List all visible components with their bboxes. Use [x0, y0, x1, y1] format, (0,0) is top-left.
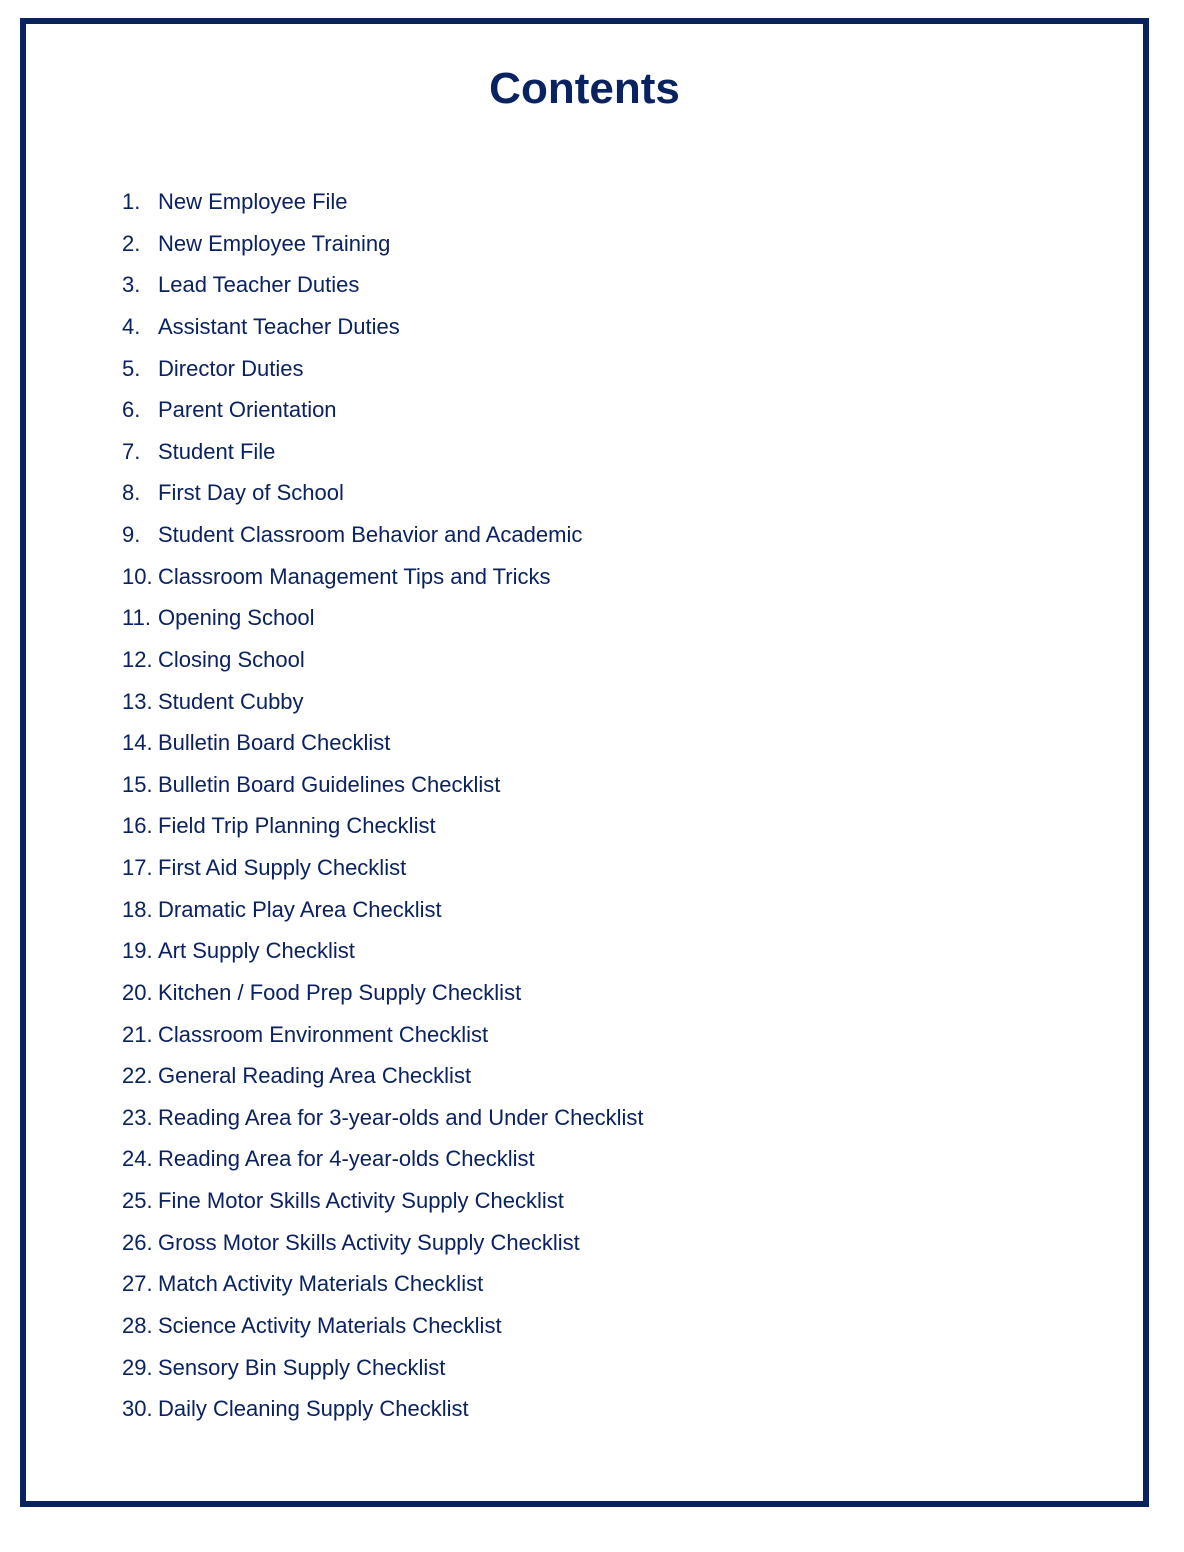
toc-item-number: 10.	[122, 563, 153, 589]
toc-item-title: Science Activity Materials Checklist	[158, 1312, 502, 1338]
toc-item-title: Parent Orientation	[158, 397, 337, 423]
toc-item-title: Fine Motor Skills Activity Supply Checklist	[158, 1188, 564, 1213]
toc-item-title: Lead Teacher Duties	[158, 272, 360, 298]
toc-item	[122, 1263, 643, 1305]
toc-item-number: 11.	[122, 605, 151, 631]
toc-item-title: First Aid Supply Checklist	[158, 855, 407, 880]
toc-item-number: 5.	[122, 355, 141, 381]
toc-item	[122, 431, 643, 473]
toc-item-title: Gross Motor Skills Activity Supply Checklist	[158, 1229, 580, 1255]
toc-item	[122, 1097, 643, 1139]
toc-item	[122, 1347, 643, 1389]
toc-item	[122, 264, 643, 306]
toc-item	[122, 348, 643, 390]
toc-item-title: Daily Cleaning Supply Checklist	[158, 1396, 469, 1422]
toc-item-number: 6.	[122, 397, 141, 423]
toc-item-number: 26.	[122, 1229, 153, 1255]
toc-item-number: 29.	[122, 1354, 153, 1380]
contents-list	[122, 181, 643, 1430]
toc-item	[122, 306, 643, 348]
toc-item-number: 14.	[122, 730, 153, 756]
toc-item-title: Reading Area for 4-year-olds Checklist	[158, 1146, 535, 1172]
toc-item	[122, 556, 643, 598]
toc-item-title: Classroom Management Tips and Tricks	[158, 563, 551, 589]
toc-item-title: Field Trip Planning Checklist	[158, 813, 436, 839]
toc-item-number: 28.	[122, 1312, 153, 1338]
toc-item-title: General Reading Area Checklist	[158, 1063, 472, 1089]
toc-item	[122, 389, 643, 431]
toc-item-title: New Employee File	[158, 189, 348, 214]
toc-item	[122, 722, 643, 764]
toc-item	[122, 181, 643, 223]
toc-item	[122, 764, 643, 806]
toc-item-number: 24.	[122, 1146, 153, 1172]
toc-item-title: Assistant Teacher Duties	[158, 313, 400, 339]
toc-item	[122, 1305, 643, 1347]
toc-item-number: 19.	[122, 938, 153, 964]
toc-item-title: Art Supply Checklist	[158, 938, 355, 964]
toc-item	[122, 847, 643, 889]
toc-item-number: 3.	[122, 272, 141, 298]
toc-item-title: Reading Area for 3-year-olds and Under Checklist	[158, 1104, 644, 1130]
page-border	[20, 18, 1149, 1507]
toc-item-number: 13.	[122, 688, 153, 714]
toc-item-title: Dramatic Play Area Checklist	[158, 896, 442, 922]
toc-item-number: 16.	[122, 813, 153, 839]
toc-item	[122, 223, 643, 265]
toc-item-number: 9.	[122, 522, 141, 547]
toc-item	[122, 639, 643, 681]
toc-item-title: Director Duties	[158, 355, 304, 381]
toc-item	[122, 1055, 643, 1097]
toc-item-title: Student File	[158, 438, 276, 464]
toc-item	[122, 472, 643, 514]
toc-item-number: 17.	[122, 855, 153, 880]
toc-item-number: 25.	[122, 1188, 153, 1213]
toc-item-number: 12.	[122, 646, 153, 672]
toc-item	[122, 1180, 643, 1222]
toc-item-number: 2.	[122, 230, 141, 256]
toc-item-title: Sensory Bin Supply Checklist	[158, 1354, 446, 1380]
toc-item-number: 4.	[122, 313, 141, 339]
toc-item	[122, 1014, 643, 1056]
toc-item-number: 18.	[122, 896, 153, 922]
toc-item-number: 27.	[122, 1271, 153, 1297]
toc-item-number: 21.	[122, 1021, 153, 1047]
toc-item	[122, 930, 643, 972]
toc-item	[122, 1222, 643, 1264]
toc-item-title: Classroom Environment Checklist	[158, 1021, 489, 1047]
toc-item-title: Opening School	[158, 605, 315, 631]
toc-item	[122, 805, 643, 847]
toc-item-title: First Day of School	[158, 480, 344, 506]
toc-item-number: 8.	[122, 480, 141, 506]
toc-item	[122, 1388, 643, 1430]
toc-item-title: Match Activity Materials Checklist	[158, 1271, 484, 1297]
toc-item	[122, 514, 643, 556]
toc-item	[122, 597, 643, 639]
toc-item-number: 23.	[122, 1104, 153, 1130]
toc-item	[122, 972, 643, 1014]
toc-item-title: Student Cubby	[158, 688, 304, 714]
toc-item-number: 20.	[122, 979, 153, 1005]
toc-item-title: Bulletin Board Guidelines Checklist	[158, 771, 501, 797]
toc-item-title: Closing School	[158, 646, 305, 672]
toc-item-number: 22.	[122, 1063, 153, 1089]
toc-item-number: 15.	[122, 771, 153, 797]
toc-item	[122, 889, 643, 931]
toc-item	[122, 1138, 643, 1180]
toc-item-title: Kitchen / Food Prep Supply Checklist	[158, 979, 522, 1005]
toc-item-title: Student Classroom Behavior and Academic	[158, 522, 583, 547]
toc-item-number: 30.	[122, 1396, 153, 1422]
toc-item-title: Bulletin Board Checklist	[158, 730, 391, 756]
toc-item-title: New Employee Training	[158, 230, 391, 256]
toc-item-number: 1.	[122, 189, 141, 214]
toc-item-number: 7.	[122, 438, 141, 464]
toc-item	[122, 681, 643, 723]
page-title: Contents	[489, 64, 680, 113]
